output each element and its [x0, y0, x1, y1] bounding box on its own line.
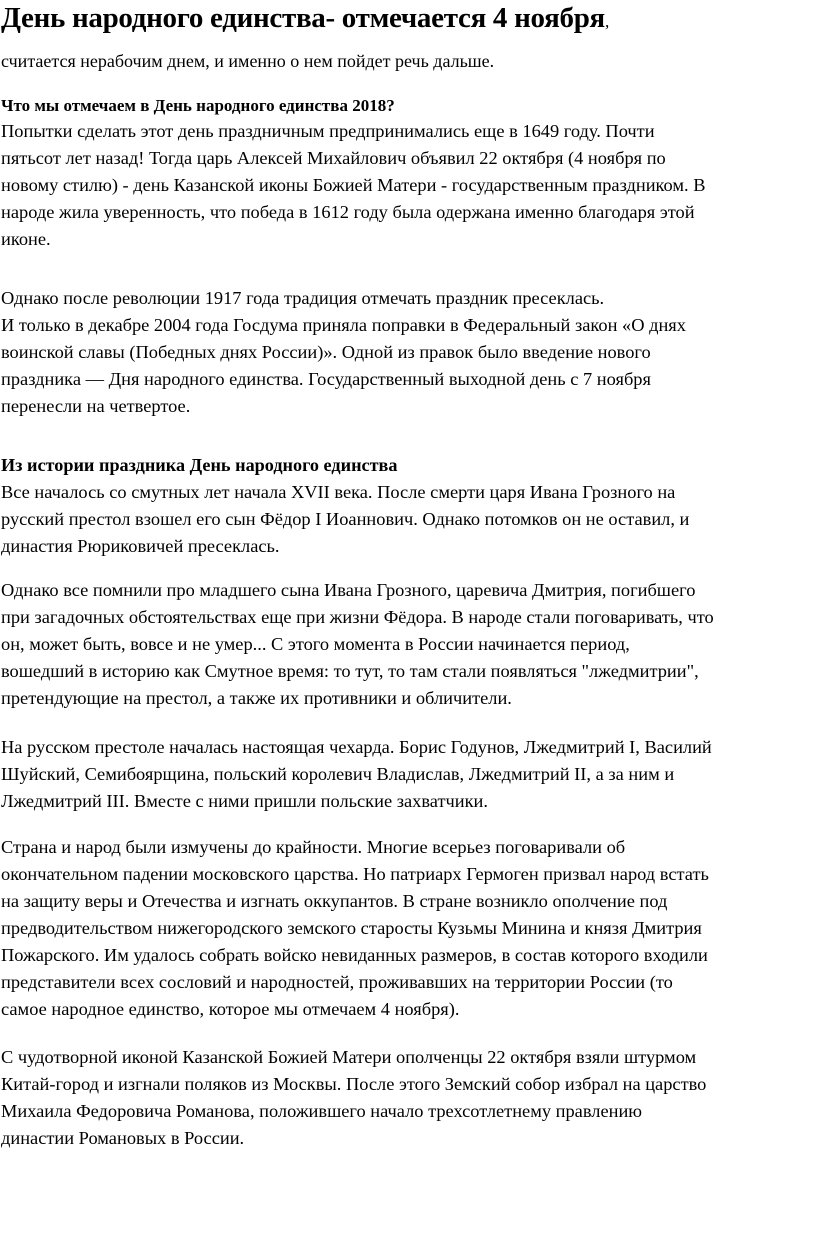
- text-line: династии Романовых в России.: [1, 1128, 245, 1148]
- paragraph-liberation-moscow: [1, 1044, 813, 1152]
- text-line: династия Рюриковичей пресеклась.: [1, 536, 280, 556]
- text-line: представители всех сословий и народностей, проживавших на территории России (то: [1, 972, 673, 992]
- text-line: Однако все помнили про младшего сына Ивана Грозного, царевича Дмитрия, погибшего: [1, 580, 696, 600]
- section-heading-history: Из истории праздника День народного единства: [1, 455, 398, 475]
- text-line: русский престол взошел его сын Фёдор I Иоаннович. Однако потомков он не оставил, и: [1, 509, 690, 529]
- page-title-text: День народного единства- отмечается 4 ноября: [1, 2, 605, 34]
- text-line: Лжедмитрий III. Вместе с ними пришли польские захватчики.: [1, 791, 488, 811]
- paragraph-history-1649: [1, 118, 813, 253]
- paragraph-revolution-2004: [1, 285, 813, 420]
- paragraph-militia: [1, 834, 813, 1023]
- text-line: праздника — Дня народного единства. Государственный выходной день с 7 ноября: [1, 369, 651, 389]
- text-line: Однако после революции 1917 года традиция отмечать праздник пресеклась.: [1, 288, 605, 308]
- page-title-punct: ,: [604, 12, 609, 31]
- text-line: Шуйский, Семибоярщина, польский королевич Владислав, Лжедмитрий II, а за ним и: [1, 764, 675, 784]
- text-line: И только в декабре 2004 года Госдума приняла поправки в Федеральный закон «О днях: [1, 315, 686, 335]
- text-line: самое народное единство, которое мы отмечаем 4 ноября).: [1, 999, 460, 1019]
- text-line: Страна и народ были измучены до крайности. Многие всерьез поговаривали об: [1, 837, 626, 857]
- text-line: На русском престоле началась настоящая чехарда. Борис Годунов, Лжедмитрий I, Василий: [1, 737, 712, 757]
- text-line: иконе.: [1, 229, 51, 249]
- section-heading-2018: Что мы отмечаем в День народного единства 2018?: [1, 96, 395, 115]
- text-line: на защиту веры и Отечества и изгнать оккупантов. В стране возникло ополчение под: [1, 891, 668, 911]
- text-line: С чудотворной иконой Казанской Божией Матери ополченцы 22 октября взяли штурмом: [1, 1047, 697, 1067]
- text-line: Михаила Федоровича Романова, положившего начало трехсотлетнему правлению: [1, 1101, 643, 1121]
- text-line: пятьсот лет назад! Тогда царь Алексей Михайлович объявил 22 октября (4 ноября по: [1, 148, 666, 168]
- text-line: новому стилю) - день Казанской иконы Божией Матери - государственным праздником. В: [1, 175, 706, 195]
- text-line: народе жила уверенность, что победа в 1612 году была одержана именно благодаря этой: [1, 202, 695, 222]
- paragraph-throne-leapfrog: [1, 734, 813, 815]
- text-line: Попытки сделать этот день праздничным предпринимались еще в 1649 году. Почти: [1, 121, 655, 141]
- text-line: предводительством нижегородского земского старосты Кузьмы Минина и князя Дмитрия: [1, 918, 702, 938]
- paragraph-troubles-start: [1, 479, 813, 560]
- text-line: Все началось со смутных лет начала XVII века. После смерти царя Ивана Грозного на: [1, 482, 676, 502]
- page-title: [1, 0, 813, 40]
- text-line: Китай-город и изгнали поляков из Москвы. После этого Земский собор избрал на царство: [1, 1074, 707, 1094]
- text-line: Пожарского. Им удалось собрать войско невиданных размеров, в состав которого входили: [1, 945, 708, 965]
- text-line: вошедший в историю как Смутное время: то тут, то там стали появляться "лжедмитрии",: [1, 661, 699, 681]
- text-line: воинской славы (Победных днях России)». Одной из правок было введение нового: [1, 342, 651, 362]
- paragraph-false-dmitry: [1, 577, 813, 712]
- page-subtitle: считается нерабочим днем, и именно о нем пойдет речь дальше.: [1, 51, 495, 71]
- text-line: претендующие на престол, а также их противники и обличители.: [1, 688, 512, 708]
- text-line: окончательном падении московского царства. Но патриарх Гермоген призвал народ встать: [1, 864, 709, 884]
- text-line: он, может быть, вовсе и не умер... С этого момента в России начинается период,: [1, 634, 630, 654]
- text-line: перенесли на четвертое.: [1, 396, 191, 416]
- text-line: при загадочных обстоятельствах еще при жизни Фёдора. В народе стали поговаривать, что: [1, 607, 714, 627]
